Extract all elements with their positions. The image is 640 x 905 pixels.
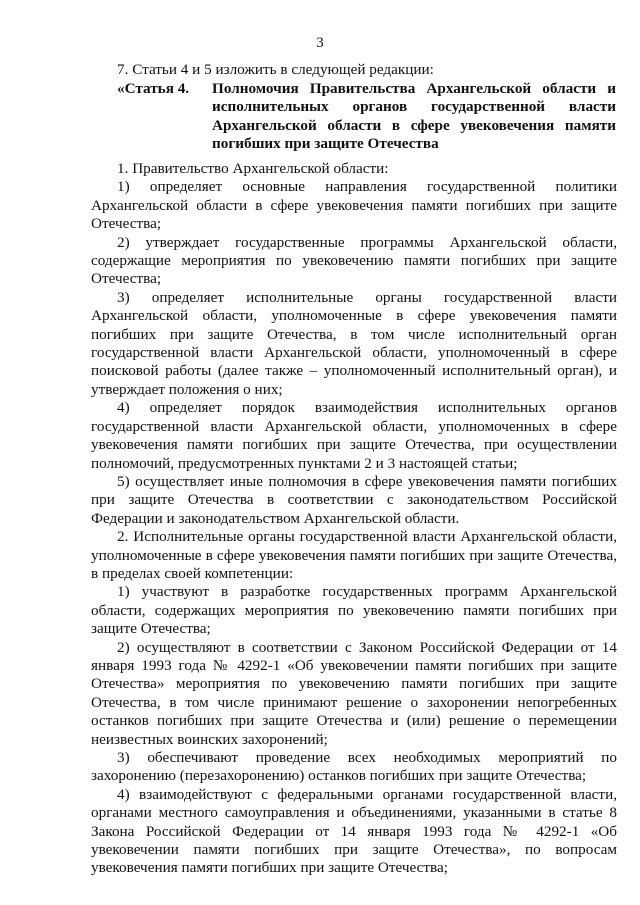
paragraph: 3) определяет исполнительные органы государственной власти Архангельской области, уполномоченные в сфере увековечения памяти погибших при защите Отечества, в том числе исполнительный орган государственной власти Архангельской области, уполномоченный в сфере поисковой работы (далее также – уполномоченный исполнительный орган), и утверждает положения о них;: [91, 288, 617, 398]
paragraph: 1) определяет основные направления государственной политики Архангельской области в сфере увековечения памяти погибших при защите Отечества;: [91, 178, 617, 233]
paragraph: 2. Исполнительные органы государственной власти Архангельской области, уполномоченные в сфере увековечения памяти погибших при защите Отечества, в пределах своей компетенции:: [91, 528, 617, 582]
paragraph: 1) участвуют в разработке государственных программ Архангельской области, содержащих мероприятия по увековечению памяти погибших при защите Отечества;: [91, 583, 617, 638]
paragraph: 2) утверждает государственные программы Архангельской области, содержащие мероприятия по увековечению памяти погибших при защите Отечества;: [91, 233, 617, 288]
article-title: Полномочия Правительства Архангельской области и исполнительных органов государственной власти Архангельской области в сфере увековечения памяти погибших при защите Отечества: [212, 80, 616, 153]
paragraph: 3) обеспечивают проведение всех необходимых мероприятий по захоронению (перезахоронению) останков погибших при защите Отечества;: [91, 749, 617, 785]
article-heading: [117, 80, 617, 154]
paragraph: 2) осуществляют в соответствии с Законом Российской Федерации от 14 января 1993 года № 4292-1 «Об увековечении памяти погибших при защите Отечества» мероприятия по увековечению памяти погибших при защите Отечества, в том числе принимают решение о захоронении непогребенных останков погибших при защите Отечества и (или) решение о перемещении неизвестных воинских захоронений;: [91, 638, 617, 748]
article-label: «Статья 4.: [117, 80, 190, 97]
paragraph: 4) взаимодействуют с федеральными органами государственной власти, органами местного самоуправления и объединениями, указанными в статье 8 Закона Российской Федерации от 14 января 1993 года № 4292-1 «Об увековечении памяти погибших при защите Отечества», по вопросам увековечения памяти погибших при защите Отечества;: [91, 785, 617, 877]
paragraph: 5) осуществляет иные полномочия в сфере увековечения памяти погибших при защите Отечества в соответствии с законодательством Российской Федерации и законодательством Архангельской области.: [91, 472, 617, 527]
page-number: 3: [316, 35, 324, 51]
paragraph: 1. Правительство Архангельской области:: [117, 160, 389, 177]
article-body: [91, 160, 617, 878]
amendment-intro: 7. Статьи 4 и 5 изложить в следующей редакции:: [117, 61, 434, 78]
paragraph: 4) определяет порядок взаимодействия исполнительных органов государственной власти Архангельской области, уполномоченных в сфере увековечения памяти погибших при защите Отечества, при осуществлении полномочий, предусмотренных пунктами 2 и 3 настоящей статьи;: [91, 399, 617, 472]
